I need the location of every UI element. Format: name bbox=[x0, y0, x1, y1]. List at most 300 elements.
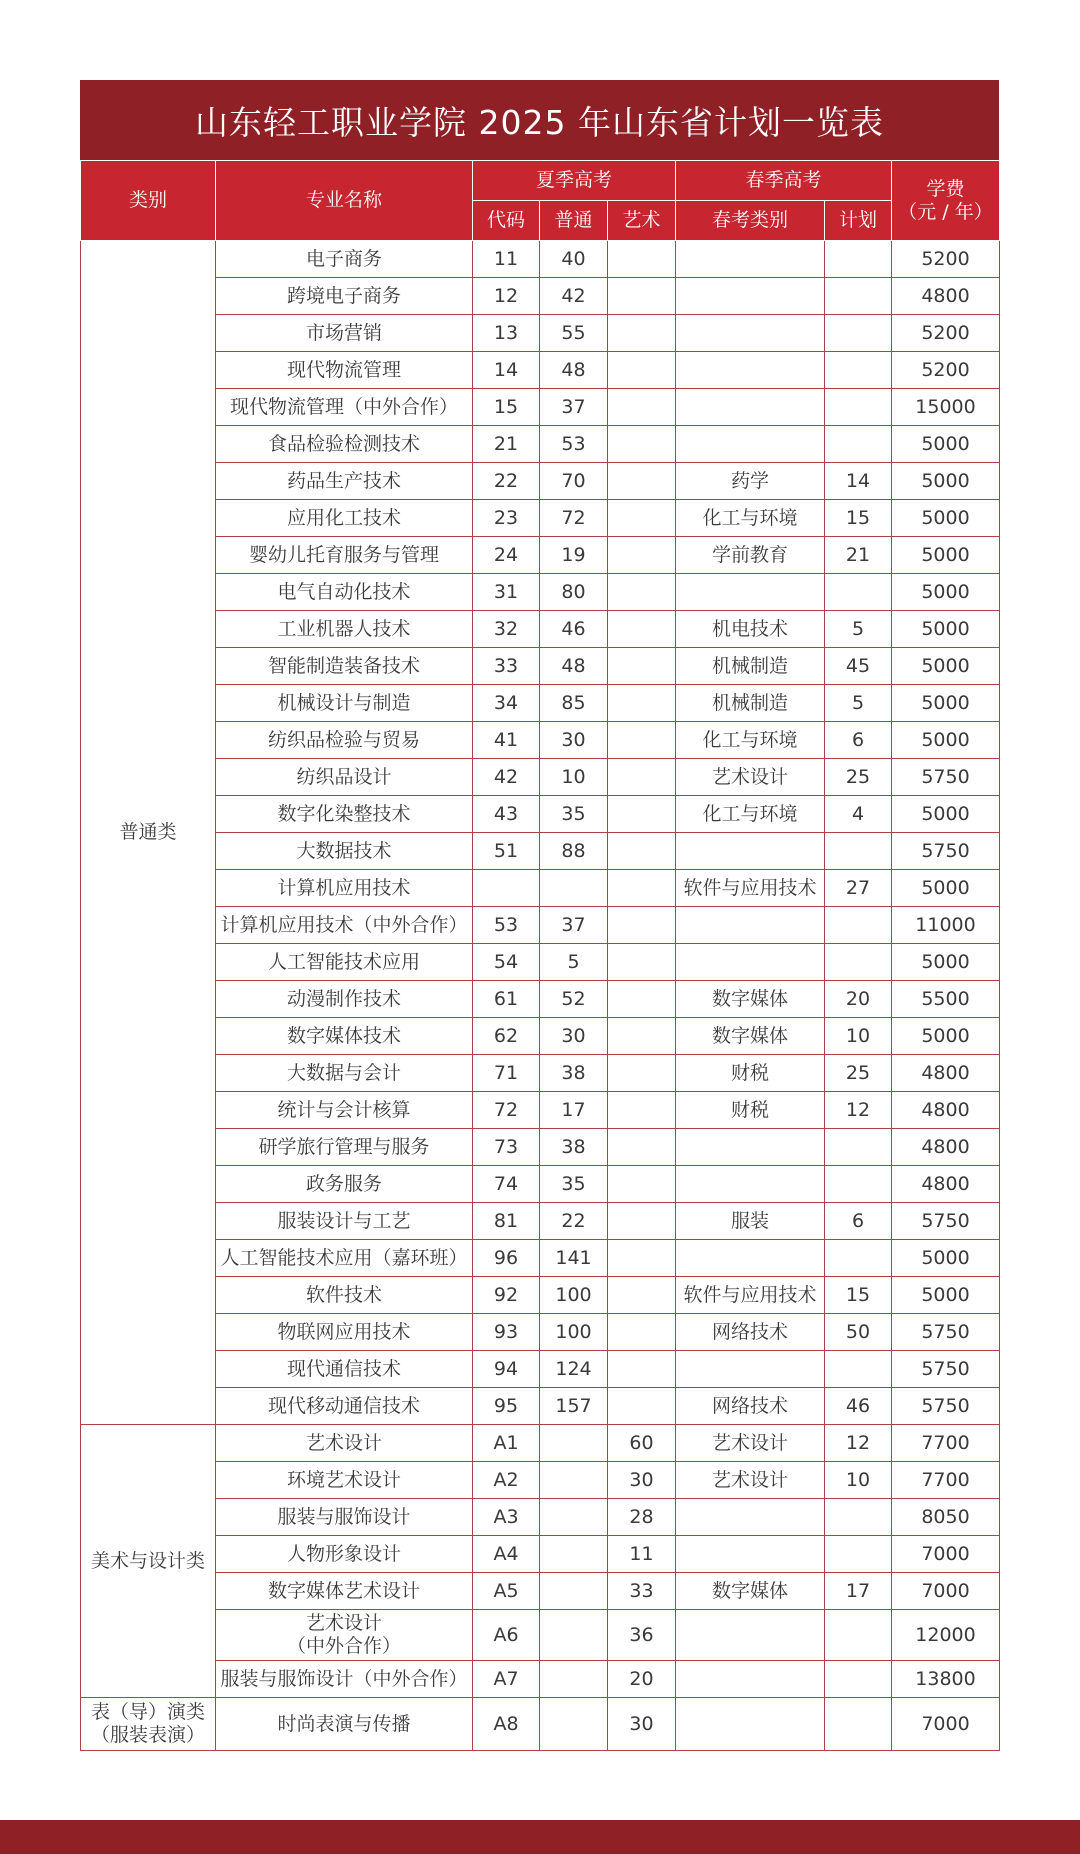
code-cell bbox=[473, 870, 540, 907]
fee-cell: 5000 bbox=[892, 648, 1000, 685]
major-cell: 软件技术 bbox=[216, 1277, 473, 1314]
code-cell: 96 bbox=[473, 1240, 540, 1277]
art-count-cell bbox=[608, 1166, 676, 1203]
spring-plan-cell bbox=[825, 315, 892, 352]
spring-plan-cell bbox=[825, 278, 892, 315]
spring-plan-cell bbox=[825, 1661, 892, 1698]
spring-plan-cell: 17 bbox=[825, 1573, 892, 1610]
footer-bar bbox=[0, 1820, 1080, 1854]
spring-type-cell bbox=[676, 944, 825, 981]
general-count-cell: 157 bbox=[540, 1388, 608, 1425]
spring-type-cell: 网络技术 bbox=[676, 1388, 825, 1425]
art-count-cell bbox=[608, 722, 676, 759]
general-count-cell: 38 bbox=[540, 1055, 608, 1092]
spring-plan-cell bbox=[825, 574, 892, 611]
art-count-cell bbox=[608, 1277, 676, 1314]
major-cell: 艺术设计 bbox=[216, 1425, 473, 1462]
spring-type-cell bbox=[676, 1129, 825, 1166]
general-count-cell bbox=[540, 870, 608, 907]
code-cell: A5 bbox=[473, 1573, 540, 1610]
fee-cell: 5000 bbox=[892, 426, 1000, 463]
fee-cell: 5000 bbox=[892, 722, 1000, 759]
major-cell: 电气自动化技术 bbox=[216, 574, 473, 611]
general-count-cell: 37 bbox=[540, 907, 608, 944]
table-row bbox=[81, 648, 1000, 685]
code-cell: 33 bbox=[473, 648, 540, 685]
major-cell: 现代移动通信技术 bbox=[216, 1388, 473, 1425]
major-cell: 智能制造装备技术 bbox=[216, 648, 473, 685]
code-cell: 13 bbox=[473, 315, 540, 352]
spring-type-cell: 数字媒体 bbox=[676, 1018, 825, 1055]
code-cell: A1 bbox=[473, 1425, 540, 1462]
art-count-cell bbox=[608, 241, 676, 278]
art-count-cell bbox=[608, 352, 676, 389]
code-cell: A4 bbox=[473, 1536, 540, 1573]
code-cell: 23 bbox=[473, 500, 540, 537]
table-row bbox=[81, 611, 1000, 648]
general-count-cell: 17 bbox=[540, 1092, 608, 1129]
spring-plan-cell bbox=[825, 1610, 892, 1661]
page-title: 山东轻工职业学院 2025 年山东省计划一览表 bbox=[80, 80, 999, 160]
art-count-cell bbox=[608, 611, 676, 648]
major-cell: 人工智能技术应用（嘉环班） bbox=[216, 1240, 473, 1277]
category-cell: 表（导）演类 （服装表演） bbox=[81, 1698, 216, 1751]
art-count-cell bbox=[608, 315, 676, 352]
fee-cell: 15000 bbox=[892, 389, 1000, 426]
code-cell: A3 bbox=[473, 1499, 540, 1536]
major-cell: 艺术设计 （中外合作） bbox=[216, 1610, 473, 1661]
spring-plan-cell: 21 bbox=[825, 537, 892, 574]
header-major: 专业名称 bbox=[216, 161, 473, 241]
table-row bbox=[81, 1698, 1000, 1751]
code-cell: 61 bbox=[473, 981, 540, 1018]
spring-type-cell bbox=[676, 352, 825, 389]
spring-plan-cell bbox=[825, 1698, 892, 1751]
spring-plan-cell: 10 bbox=[825, 1462, 892, 1499]
code-cell: 72 bbox=[473, 1092, 540, 1129]
table-row bbox=[81, 1092, 1000, 1129]
table-row bbox=[81, 1240, 1000, 1277]
table-row bbox=[81, 426, 1000, 463]
spring-plan-cell: 14 bbox=[825, 463, 892, 500]
spring-type-cell: 药学 bbox=[676, 463, 825, 500]
major-cell: 食品检验检测技术 bbox=[216, 426, 473, 463]
header-plan: 计划 bbox=[825, 201, 892, 241]
spring-type-cell bbox=[676, 1499, 825, 1536]
table-row bbox=[81, 981, 1000, 1018]
spring-plan-cell: 5 bbox=[825, 611, 892, 648]
fee-cell: 11000 bbox=[892, 907, 1000, 944]
header-spring: 春季高考 bbox=[676, 161, 892, 201]
spring-type-cell: 艺术设计 bbox=[676, 759, 825, 796]
spring-type-cell bbox=[676, 833, 825, 870]
code-cell: 14 bbox=[473, 352, 540, 389]
spring-plan-cell bbox=[825, 1351, 892, 1388]
fee-cell: 4800 bbox=[892, 1055, 1000, 1092]
spring-type-cell bbox=[676, 1698, 825, 1751]
fee-cell: 5500 bbox=[892, 981, 1000, 1018]
spring-type-cell: 机械制造 bbox=[676, 648, 825, 685]
general-count-cell: 42 bbox=[540, 278, 608, 315]
spring-type-cell: 化工与环境 bbox=[676, 722, 825, 759]
spring-type-cell bbox=[676, 1661, 825, 1698]
general-count-cell bbox=[540, 1536, 608, 1573]
art-count-cell bbox=[608, 574, 676, 611]
table-row bbox=[81, 574, 1000, 611]
art-count-cell bbox=[608, 278, 676, 315]
fee-cell: 7700 bbox=[892, 1425, 1000, 1462]
table-row bbox=[81, 1462, 1000, 1499]
spring-type-cell: 软件与应用技术 bbox=[676, 870, 825, 907]
fee-cell: 5000 bbox=[892, 870, 1000, 907]
general-count-cell: 40 bbox=[540, 241, 608, 278]
code-cell: 71 bbox=[473, 1055, 540, 1092]
major-cell: 人物形象设计 bbox=[216, 1536, 473, 1573]
header-fee: 学费 （元 / 年） bbox=[892, 161, 1000, 241]
table-row bbox=[81, 759, 1000, 796]
spring-plan-cell: 25 bbox=[825, 1055, 892, 1092]
art-count-cell bbox=[608, 1388, 676, 1425]
art-count-cell: 11 bbox=[608, 1536, 676, 1573]
major-cell: 现代物流管理 bbox=[216, 352, 473, 389]
spring-plan-cell: 45 bbox=[825, 648, 892, 685]
spring-type-cell: 机械制造 bbox=[676, 685, 825, 722]
table-row bbox=[81, 278, 1000, 315]
table-row bbox=[81, 870, 1000, 907]
art-count-cell: 36 bbox=[608, 1610, 676, 1661]
general-count-cell: 80 bbox=[540, 574, 608, 611]
art-count-cell bbox=[608, 685, 676, 722]
general-count-cell: 10 bbox=[540, 759, 608, 796]
table-row bbox=[81, 1314, 1000, 1351]
spring-type-cell: 机电技术 bbox=[676, 611, 825, 648]
code-cell: 93 bbox=[473, 1314, 540, 1351]
spring-type-cell bbox=[676, 1351, 825, 1388]
spring-plan-cell bbox=[825, 1166, 892, 1203]
major-cell: 物联网应用技术 bbox=[216, 1314, 473, 1351]
code-cell: 62 bbox=[473, 1018, 540, 1055]
fee-cell: 5000 bbox=[892, 796, 1000, 833]
category-cell: 美术与设计类 bbox=[81, 1425, 216, 1698]
general-count-cell: 72 bbox=[540, 500, 608, 537]
table-row bbox=[81, 1166, 1000, 1203]
spring-plan-cell: 50 bbox=[825, 1314, 892, 1351]
fee-cell: 5000 bbox=[892, 1277, 1000, 1314]
art-count-cell bbox=[608, 759, 676, 796]
table-row bbox=[81, 1661, 1000, 1698]
table-row bbox=[81, 1425, 1000, 1462]
major-cell: 数字化染整技术 bbox=[216, 796, 473, 833]
fee-cell: 7000 bbox=[892, 1573, 1000, 1610]
spring-type-cell bbox=[676, 241, 825, 278]
major-cell: 政务服务 bbox=[216, 1166, 473, 1203]
table-row bbox=[81, 1573, 1000, 1610]
spring-plan-cell: 25 bbox=[825, 759, 892, 796]
table-row bbox=[81, 1018, 1000, 1055]
table-row bbox=[81, 1277, 1000, 1314]
fee-cell: 5200 bbox=[892, 352, 1000, 389]
spring-type-cell bbox=[676, 1610, 825, 1661]
spring-type-cell bbox=[676, 1166, 825, 1203]
plan-table-body bbox=[81, 241, 1000, 1751]
general-count-cell: 85 bbox=[540, 685, 608, 722]
spring-type-cell bbox=[676, 1536, 825, 1573]
table-row bbox=[81, 1536, 1000, 1573]
fee-cell: 4800 bbox=[892, 278, 1000, 315]
major-cell: 时尚表演与传播 bbox=[216, 1698, 473, 1751]
code-cell: 42 bbox=[473, 759, 540, 796]
art-count-cell bbox=[608, 1092, 676, 1129]
code-cell: 95 bbox=[473, 1388, 540, 1425]
spring-plan-cell: 15 bbox=[825, 500, 892, 537]
fee-cell: 5750 bbox=[892, 759, 1000, 796]
spring-type-cell bbox=[676, 574, 825, 611]
fee-cell: 7000 bbox=[892, 1536, 1000, 1573]
code-cell: A7 bbox=[473, 1661, 540, 1698]
art-count-cell bbox=[608, 1129, 676, 1166]
code-cell: 74 bbox=[473, 1166, 540, 1203]
spring-plan-cell bbox=[825, 1240, 892, 1277]
spring-type-cell: 服装 bbox=[676, 1203, 825, 1240]
general-count-cell: 100 bbox=[540, 1314, 608, 1351]
art-count-cell bbox=[608, 1240, 676, 1277]
art-count-cell: 28 bbox=[608, 1499, 676, 1536]
general-count-cell: 55 bbox=[540, 315, 608, 352]
header-category: 类别 bbox=[81, 161, 216, 241]
code-cell: 31 bbox=[473, 574, 540, 611]
fee-cell: 5750 bbox=[892, 1314, 1000, 1351]
spring-plan-cell bbox=[825, 241, 892, 278]
general-count-cell bbox=[540, 1573, 608, 1610]
header-summer: 夏季高考 bbox=[473, 161, 676, 201]
code-cell: 11 bbox=[473, 241, 540, 278]
art-count-cell bbox=[608, 833, 676, 870]
art-count-cell: 20 bbox=[608, 1661, 676, 1698]
general-count-cell bbox=[540, 1462, 608, 1499]
code-cell: 43 bbox=[473, 796, 540, 833]
fee-cell: 5000 bbox=[892, 944, 1000, 981]
spring-plan-cell bbox=[825, 944, 892, 981]
spring-plan-cell: 6 bbox=[825, 1203, 892, 1240]
code-cell: 12 bbox=[473, 278, 540, 315]
code-cell: A6 bbox=[473, 1610, 540, 1661]
spring-type-cell bbox=[676, 315, 825, 352]
table-row bbox=[81, 537, 1000, 574]
spring-type-cell: 软件与应用技术 bbox=[676, 1277, 825, 1314]
fee-cell: 4800 bbox=[892, 1129, 1000, 1166]
art-count-cell bbox=[608, 648, 676, 685]
table-row bbox=[81, 241, 1000, 278]
major-cell: 数字媒体技术 bbox=[216, 1018, 473, 1055]
major-cell: 环境艺术设计 bbox=[216, 1462, 473, 1499]
code-cell: 51 bbox=[473, 833, 540, 870]
art-count-cell bbox=[608, 1055, 676, 1092]
table-row bbox=[81, 1499, 1000, 1536]
table-row bbox=[81, 722, 1000, 759]
major-cell: 研学旅行管理与服务 bbox=[216, 1129, 473, 1166]
spring-type-cell: 财税 bbox=[676, 1092, 825, 1129]
code-cell: 53 bbox=[473, 907, 540, 944]
spring-type-cell: 网络技术 bbox=[676, 1314, 825, 1351]
general-count-cell: 35 bbox=[540, 796, 608, 833]
major-cell: 跨境电子商务 bbox=[216, 278, 473, 315]
table-row bbox=[81, 796, 1000, 833]
table-row bbox=[81, 389, 1000, 426]
fee-cell: 7000 bbox=[892, 1698, 1000, 1751]
general-count-cell: 30 bbox=[540, 722, 608, 759]
spring-plan-cell bbox=[825, 907, 892, 944]
general-count-cell: 141 bbox=[540, 1240, 608, 1277]
fee-cell: 5000 bbox=[892, 1240, 1000, 1277]
table-row bbox=[81, 685, 1000, 722]
spring-type-cell bbox=[676, 389, 825, 426]
spring-plan-cell: 5 bbox=[825, 685, 892, 722]
general-count-cell: 38 bbox=[540, 1129, 608, 1166]
major-cell: 动漫制作技术 bbox=[216, 981, 473, 1018]
spring-plan-cell bbox=[825, 1536, 892, 1573]
major-cell: 纺织品检验与贸易 bbox=[216, 722, 473, 759]
fee-cell: 5750 bbox=[892, 1351, 1000, 1388]
art-count-cell bbox=[608, 389, 676, 426]
major-cell: 服装设计与工艺 bbox=[216, 1203, 473, 1240]
major-cell: 电子商务 bbox=[216, 241, 473, 278]
code-cell: 94 bbox=[473, 1351, 540, 1388]
header-spring-type: 春考类别 bbox=[676, 201, 825, 241]
category-cell: 普通类 bbox=[81, 241, 216, 1425]
major-cell: 婴幼儿托育服务与管理 bbox=[216, 537, 473, 574]
fee-cell: 5750 bbox=[892, 833, 1000, 870]
spring-plan-cell bbox=[825, 426, 892, 463]
general-count-cell bbox=[540, 1610, 608, 1661]
art-count-cell bbox=[608, 1351, 676, 1388]
code-cell: 24 bbox=[473, 537, 540, 574]
table-row bbox=[81, 833, 1000, 870]
general-count-cell: 46 bbox=[540, 611, 608, 648]
code-cell: 15 bbox=[473, 389, 540, 426]
table-row bbox=[81, 500, 1000, 537]
spring-plan-cell: 15 bbox=[825, 1277, 892, 1314]
code-cell: A8 bbox=[473, 1698, 540, 1751]
art-count-cell bbox=[608, 1203, 676, 1240]
major-cell: 现代通信技术 bbox=[216, 1351, 473, 1388]
table-row bbox=[81, 463, 1000, 500]
art-count-cell bbox=[608, 1018, 676, 1055]
general-count-cell: 70 bbox=[540, 463, 608, 500]
fee-cell: 5200 bbox=[892, 241, 1000, 278]
art-count-cell bbox=[608, 870, 676, 907]
art-count-cell bbox=[608, 981, 676, 1018]
spring-plan-cell: 12 bbox=[825, 1092, 892, 1129]
art-count-cell bbox=[608, 500, 676, 537]
art-count-cell: 30 bbox=[608, 1462, 676, 1499]
general-count-cell bbox=[540, 1698, 608, 1751]
spring-type-cell: 艺术设计 bbox=[676, 1425, 825, 1462]
art-count-cell bbox=[608, 1314, 676, 1351]
general-count-cell: 30 bbox=[540, 1018, 608, 1055]
spring-plan-cell bbox=[825, 352, 892, 389]
art-count-cell bbox=[608, 426, 676, 463]
art-count-cell bbox=[608, 944, 676, 981]
code-cell: 21 bbox=[473, 426, 540, 463]
general-count-cell: 100 bbox=[540, 1277, 608, 1314]
general-count-cell: 35 bbox=[540, 1166, 608, 1203]
spring-type-cell bbox=[676, 907, 825, 944]
table-row bbox=[81, 1351, 1000, 1388]
major-cell: 机械设计与制造 bbox=[216, 685, 473, 722]
fee-cell: 8050 bbox=[892, 1499, 1000, 1536]
table-row bbox=[81, 315, 1000, 352]
general-count-cell: 48 bbox=[540, 648, 608, 685]
major-cell: 工业机器人技术 bbox=[216, 611, 473, 648]
fee-cell: 4800 bbox=[892, 1092, 1000, 1129]
code-cell: A2 bbox=[473, 1462, 540, 1499]
spring-plan-cell: 27 bbox=[825, 870, 892, 907]
spring-type-cell: 艺术设计 bbox=[676, 1462, 825, 1499]
spring-type-cell bbox=[676, 1240, 825, 1277]
fee-cell: 5000 bbox=[892, 611, 1000, 648]
general-count-cell: 124 bbox=[540, 1351, 608, 1388]
major-cell: 药品生产技术 bbox=[216, 463, 473, 500]
spring-plan-cell: 4 bbox=[825, 796, 892, 833]
table-row bbox=[81, 1203, 1000, 1240]
spring-plan-cell bbox=[825, 1129, 892, 1166]
fee-cell: 13800 bbox=[892, 1661, 1000, 1698]
fee-cell: 12000 bbox=[892, 1610, 1000, 1661]
art-count-cell bbox=[608, 796, 676, 833]
code-cell: 73 bbox=[473, 1129, 540, 1166]
fee-cell: 5750 bbox=[892, 1203, 1000, 1240]
spring-type-cell: 学前教育 bbox=[676, 537, 825, 574]
general-count-cell: 52 bbox=[540, 981, 608, 1018]
major-cell: 大数据与会计 bbox=[216, 1055, 473, 1092]
major-cell: 大数据技术 bbox=[216, 833, 473, 870]
code-cell: 22 bbox=[473, 463, 540, 500]
art-count-cell bbox=[608, 463, 676, 500]
major-cell: 人工智能技术应用 bbox=[216, 944, 473, 981]
spring-plan-cell bbox=[825, 1499, 892, 1536]
spring-type-cell: 化工与环境 bbox=[676, 500, 825, 537]
spring-type-cell: 化工与环境 bbox=[676, 796, 825, 833]
header-art: 艺术 bbox=[608, 201, 676, 241]
fee-cell: 7700 bbox=[892, 1462, 1000, 1499]
code-cell: 81 bbox=[473, 1203, 540, 1240]
major-cell: 统计与会计核算 bbox=[216, 1092, 473, 1129]
art-count-cell bbox=[608, 907, 676, 944]
code-cell: 92 bbox=[473, 1277, 540, 1314]
major-cell: 市场营销 bbox=[216, 315, 473, 352]
art-count-cell bbox=[608, 537, 676, 574]
major-cell: 服装与服饰设计（中外合作） bbox=[216, 1661, 473, 1698]
plan-table bbox=[80, 160, 1000, 1751]
general-count-cell bbox=[540, 1499, 608, 1536]
fee-cell: 5750 bbox=[892, 1388, 1000, 1425]
spring-plan-cell: 20 bbox=[825, 981, 892, 1018]
art-count-cell: 33 bbox=[608, 1573, 676, 1610]
major-cell: 纺织品设计 bbox=[216, 759, 473, 796]
general-count-cell: 37 bbox=[540, 389, 608, 426]
major-cell: 应用化工技术 bbox=[216, 500, 473, 537]
major-cell: 数字媒体艺术设计 bbox=[216, 1573, 473, 1610]
fee-cell: 5000 bbox=[892, 685, 1000, 722]
table-row bbox=[81, 352, 1000, 389]
code-cell: 34 bbox=[473, 685, 540, 722]
spring-type-cell: 数字媒体 bbox=[676, 1573, 825, 1610]
art-count-cell: 30 bbox=[608, 1698, 676, 1751]
general-count-cell: 48 bbox=[540, 352, 608, 389]
spring-plan-cell: 6 bbox=[825, 722, 892, 759]
fee-cell: 5000 bbox=[892, 537, 1000, 574]
code-cell: 32 bbox=[473, 611, 540, 648]
